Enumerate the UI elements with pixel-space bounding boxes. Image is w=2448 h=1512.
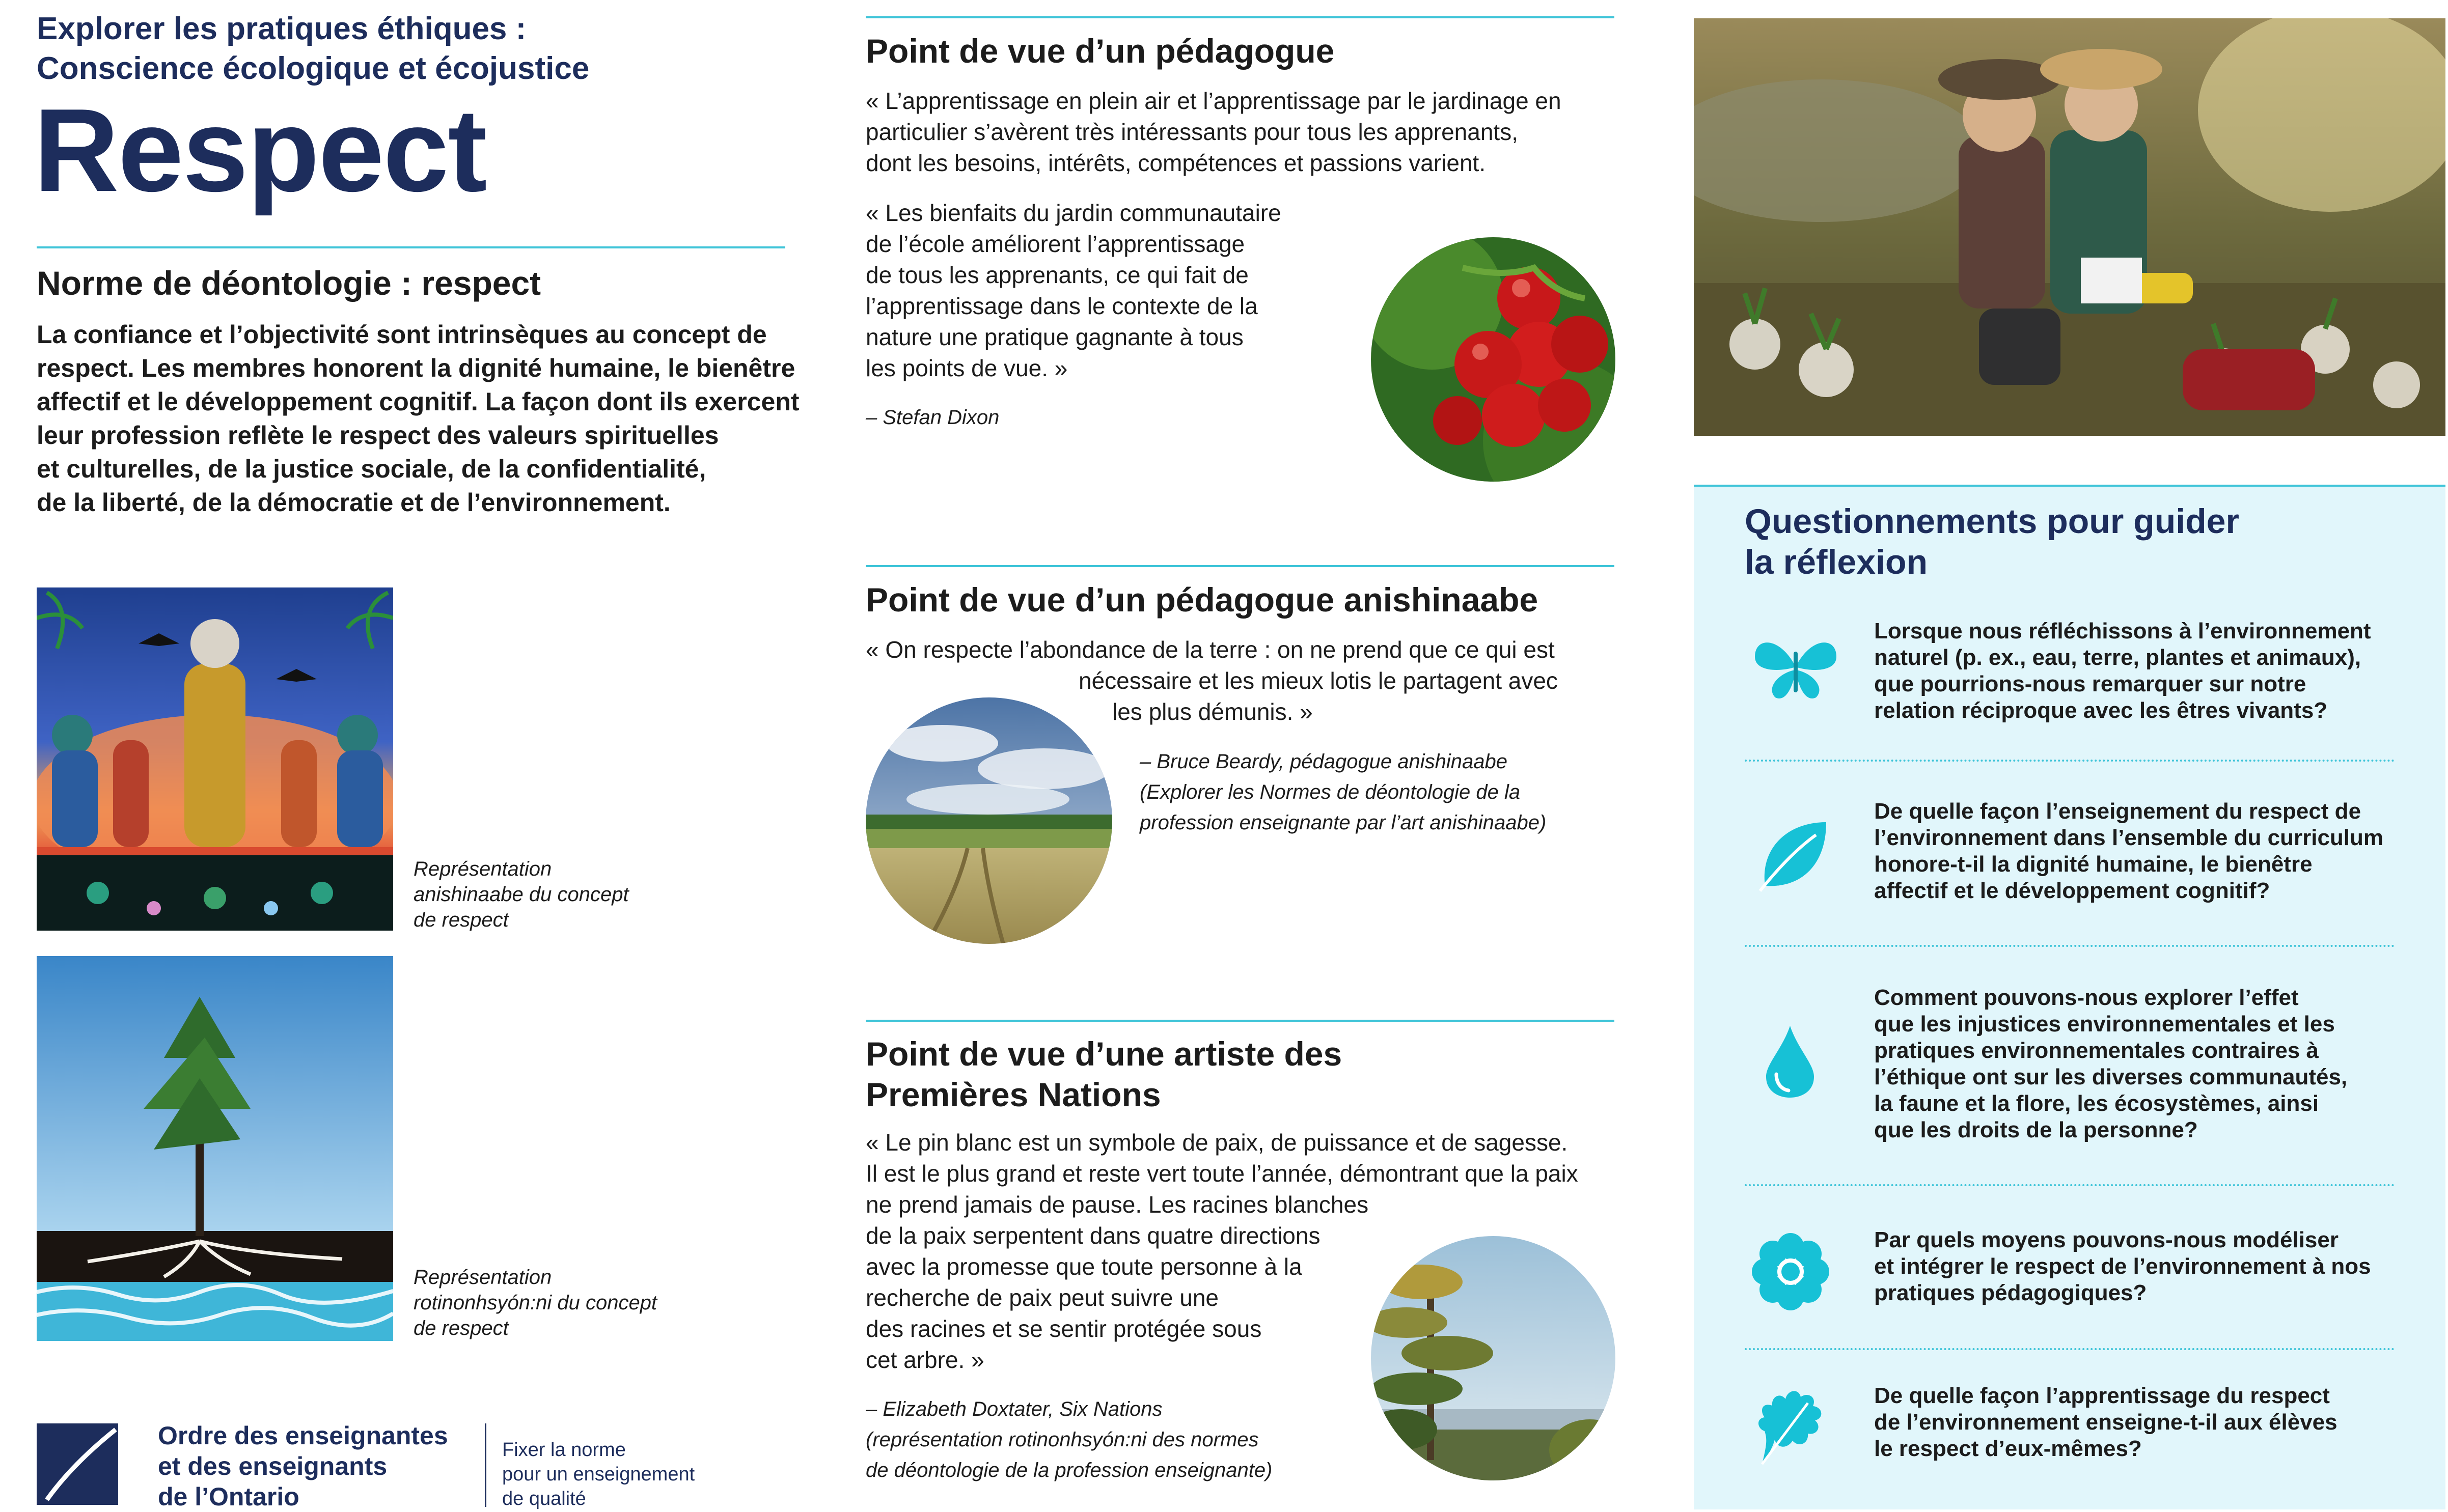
question-divider	[1745, 1348, 2395, 1350]
question-5: De quelle façon l’apprentissage du respect de l’environnement enseigne-t-il aux élèves le respect d’eux-mêmes?	[1874, 1383, 2337, 1461]
section-divider	[866, 565, 1614, 567]
reflection-title: Questionnements pour guider la réflexion	[1745, 502, 2239, 581]
question-divider	[1745, 1184, 2395, 1186]
butterfly-icon	[1750, 631, 1841, 703]
standard-line: affectif et le développement cognitif. La façon dont ils exercent	[37, 387, 800, 416]
section-divider	[1694, 485, 2445, 487]
org-name: Ordre des enseignantes et des enseignants de l’Ontario	[158, 1421, 448, 1511]
pine-tree-photo	[1371, 1236, 1615, 1480]
flower-icon	[1750, 1231, 1831, 1312]
standard-line: leur profession reflète le respect des valeurs spirituelles	[37, 421, 719, 450]
question-divider	[1745, 945, 2395, 947]
series-title-line-2: Conscience écologique et écojustice	[37, 51, 590, 86]
rotinonhsyoni-artwork	[37, 956, 393, 1341]
artist-heading: Point de vue d’une artiste des Premières Nations	[866, 1035, 1342, 1113]
educator-quote-1: « L’apprentissage en plein air et l’apprentissage par le jardinage en particulier s’avèrent très intéressants pour tous les apprenants, dont les besoins, intérêts, compétences et passions varient.	[866, 88, 1561, 176]
rotinonhsyoni-caption: Représentation rotinonhsyón:ni du concept de respect	[414, 1266, 657, 1339]
anishinaabe-attribution: – Bruce Beardy, pédagogue anishinaabe (Explorer les Normes de déontologie de la profession enseignante par l’art anishinaabe)	[1140, 750, 1547, 834]
series-title-line-1: Explorer les pratiques éthiques :	[37, 11, 527, 46]
tomatoes-photo	[1371, 237, 1615, 482]
logo-divider	[485, 1423, 486, 1507]
wheat-field-photo	[866, 697, 1112, 944]
question-3: Comment pouvons-nous explorer l’effet que les injustices environnementales et les pratiques environnementales contraires à l’éthique ont sur les diverses communautés, la faune et la flore, les écosystèmes, ainsi que les droits de la personne?	[1874, 985, 2348, 1142]
educator-heading: Point de vue d’un pédagogue	[866, 32, 1335, 70]
standard-line: La confiance et l’objectivité sont intrinsèques au concept de	[37, 320, 767, 349]
standard-line: respect. Les membres honorent la dignité humaine, le bienêtre	[37, 354, 795, 382]
section-divider	[866, 16, 1614, 18]
anishinaabe-quote-line-3: les plus démunis. »	[1112, 698, 1313, 725]
question-1: Lorsque nous réfléchissons à l’environnement naturel (p. ex., eau, terre, plantes et animaux), que pourrions-nous remarquer sur notre relation réciproque avec les êtres vivants?	[1874, 619, 2371, 723]
question-divider	[1745, 760, 2395, 762]
anishinaabe-caption: Représentation anishinaabe du concept de respect	[414, 858, 629, 931]
anishinaabe-artwork	[37, 587, 393, 931]
standard-body	[37, 318, 801, 519]
water-drop-icon	[1762, 1023, 1818, 1100]
artist-attribution: – Elizabeth Doxtater, Six Nations (représentation rotinonhsyón:ni des normes de déontologie de la profession enseignante)	[866, 1398, 1273, 1481]
educator-quote-2: « Les bienfaits du jardin communautaire de l’école améliorent l’apprentissage de tous les apprenants, ce qui fait de l’apprentissage dans le contexte de la nature une pratique gagnante à tous les points de vue. »	[866, 200, 1281, 381]
gardening-photo	[1694, 18, 2445, 436]
question-2: De quelle façon l’enseignement du respect de l’environnement dans l’ensemble du curriculum honore-t-il la dignité humaine, le bienêtre affectif et le développement cognitif?	[1874, 799, 2384, 903]
org-tagline: Fixer la norme pour un enseignement de qualité	[502, 1439, 695, 1509]
anishinaabe-quote-line-2: nécessaire et les mieux lotis le partagent avec	[1079, 667, 1558, 694]
leaf-icon	[1750, 815, 1831, 896]
artist-quote: « Le pin blanc est un symbole de paix, de puissance et de sagesse. Il est le plus grand et reste vert toute l’année, démontrant que la paix ne prend jamais de pause. Les racines blanches de la paix serpentent dans quatre directions avec la promesse que toute personne à la recherche de paix peut suivre une des racines et se sentir protégée sous cet arbre. »	[866, 1129, 1578, 1373]
oak-leaf-icon	[1752, 1383, 1828, 1469]
standard-line: et culturelles, de la justice sociale, de la confidentialité,	[37, 455, 706, 483]
oct-logo-mark	[37, 1423, 118, 1505]
question-4: Par quels moyens pouvons-nous modéliser et intégrer le respect de l’environnement à nos pratiques pédagogiques?	[1874, 1227, 2371, 1305]
standard-line: de la liberté, de la démocratie et de l’environnement.	[37, 488, 671, 517]
page-title: Respect	[34, 85, 486, 216]
anishinaabe-heading: Point de vue d’un pédagogue anishinaabe	[866, 581, 1538, 619]
standard-heading: Norme de déontologie : respect	[37, 264, 541, 302]
section-divider	[37, 246, 785, 248]
anishinaabe-quote-line-1: « On respecte l’abondance de la terre : on ne prend que ce qui est	[866, 636, 1555, 663]
section-divider	[866, 1020, 1614, 1022]
educator-attribution: – Stefan Dixon	[866, 406, 1000, 429]
